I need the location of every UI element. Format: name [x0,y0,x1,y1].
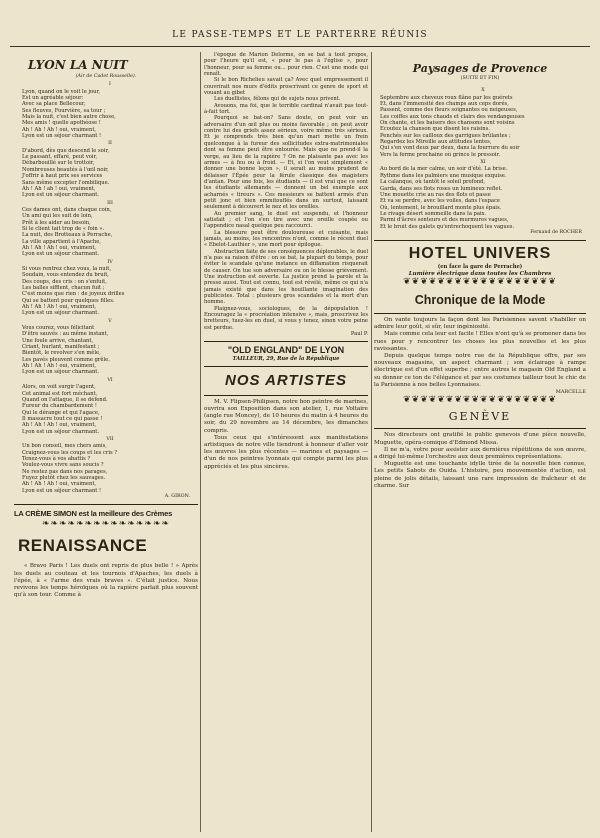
geneve-article [374,432,586,490]
divider [374,428,586,429]
verse-line: Si le client tait trop de « foin ». [22,225,105,232]
verse-line: Une mouette crie au ras des flots et passe [380,191,491,198]
hotel-subtitle: (en face la gare de Perrache) [437,264,523,271]
paragraph: Depuis quelque temps notre rue de la République offre, par ses nouveaux magasins, un aspect charmant ; son éclairage à rampe électrique est d'un effet superbe ; entre autres le magasin Old England a su donner ce ton de l'élégance et par ses costumes tailleur tout le chic de la Parisienne à nos belles Lyonnaises. [374,352,586,388]
verse-line: Au bord de la mer calme, un soir d'été. La brise. [380,166,508,173]
verse-line: Le passant, effaré, peut voir, [22,154,98,161]
verse-line: Ah ! Ah ! Ah ! oui, vraiment, [22,422,97,429]
verse-line: Un bon conseil, mes chers amis, [22,443,107,450]
verse-line: Rythme dans les palmiers une musique exquise. [380,172,507,179]
verse-line: Ne restez pas dans nos parages, [22,468,108,475]
verse-line: Si vous rentrez chez vous, la nuit, [22,265,112,272]
verse-line: Et, dans l'immensité des champs aux ceps dorés, [380,101,509,108]
paragraph: Les duellistes, félons qui de sujets nous privent. [214,96,341,103]
verse-line: Cet animal est fort méchant, [22,390,98,397]
verse-line: Alors, on voit surgir l'agent, [22,384,96,391]
ornament-row: ❦❦❦❦❦❦❦❦❦❦❦❦❦❦❦❦❦❦ [403,395,557,406]
verse-line: Sans même excepter l'ombilique. [22,179,110,186]
provence-subtitle: (SUITE ET FIN) [460,76,500,81]
hotel-title: HOTEL UNIVERS [408,245,552,263]
article-signature: Paul P. [350,331,368,338]
verse-line: Fuyez plutôt chez les sauvages. [22,474,106,481]
paragraph: M. V. Flipsen-Philipsen, notre bon peintre de marines, ouvrira son Exposition dans son atelier, 1, rue Voltaire (angle rue Moncey), de 10 heures du matin à 4 heures du soir, du 29 novembre au 14 décembre, les dimanches compris. [204,398,368,434]
verse-line: Soudain, vous entendez du bruit, [22,272,109,279]
verse-line: Mes amis ! quelle apothéose ! [22,120,101,127]
verse-line: La calanque, où tantôt le soleil profond, [380,179,486,186]
verse-line: C'est moins que rien : de joyeux drilles [22,291,125,298]
hotel-electric: Lumière électrique dans toutes les Chambres [408,270,552,277]
verse-line: Lyon, quand on le voit le jour, [22,88,101,95]
verse-line: Des coups, des cris : on s'enfuit, [22,278,107,285]
stanza-number: II [108,141,112,147]
provence-signature: Fernand de ROCHER [530,229,582,235]
mode-title: Chronique de la Mode [414,292,546,307]
verse-line: Les balles sifflent, chacun fuit ; [22,285,105,291]
verse-line: Lyon est un séjour charmant. [22,310,100,317]
artists-title: NOS ARTISTES [224,371,348,389]
ornament-row: ❧❧❧❧❧❧❧❧❧❧❧❧❧❧❧ [41,519,171,530]
divider [14,504,198,505]
verse-line: Lyon est un séjour charmant. [22,428,100,435]
verse-line: Ecoutez la chanson que disent les raisins. [380,126,490,133]
verse-line: Les coiffes aux tons chauds et clairs des vendangeuses [380,113,525,120]
verse-line: D'être sauvés : au même instant, [22,331,109,338]
stanza-number: III [107,200,113,206]
stanza-number: XI [480,160,486,166]
verse-line: Quand on l'attaque, il se défend. [22,396,108,403]
paragraph: Avouons, ma foi, que le terrible cardinal n'avait pas tout-à-fait tort. [204,102,368,116]
paragraph: Pourquoi se bat-on? Sans doute, on peut voir un adversaire d'un œil plus ou moins favorable ; on peut avoir contre lui des griefs assez sérieux, voire même très sérieux. Et je comprends très bien qu'un mari mette un frein quelconque à la fureur des sollicitudes extra-matrimoniales dont sa femme peut être entourée. Mais que ne prend-il la verge, au lieu de la rapière ? On ne plaisante pas avec les armes — à feu ou à froid. — Et, si l'on veut simplement « donner une bonne leçon », il serait au moins prudent de délaisser l'Épée pour la férule classique des magisters d'antan. Pour une fois, les étudiants — il est vrai que ce sont les étudiants allemands — donnent un bel exemple aux acharnés « tireurs ». Ces messieurs se battent armés d'un petit jonc et bien emmitouflés dans un surtout, laissant seulement à découvert le nez et les oreilles. [204,115,368,211]
paragraph: Au premier sang, le duel est suspendu, et l'honneur satisfait ; et l'on s'en tire avec une oreille coupée ou l'appendice nasal quelque peu raccourci. [204,210,368,230]
renaissance-text: « Bravo Paris ! Les duels ont repris de plus belle ! » Après les duels au couteau et les tournois d'Apaches, les duels à l'épée, à « l'arme des vrais braves ». C'était justice. Nous revivons les temps héroïques où la rapière parlait plus souvent qu'à son tour. Comme à [14,563,198,599]
verse-line: Et le bruit des galets qu'entrechoquent les vagues. [380,223,515,230]
verse-line: Lyon est un séjour charmant. [22,369,100,376]
poem-title: LYON LA NUIT [28,58,128,72]
verse-line: Lyon est un séjour charmant ! [22,487,102,494]
paragraph: Abstraction faite de ses conséquences déplorables, le duel n'a pas sa raison d'être : on se bat, la plupart du temps, pour éviter le scandale qu'une instance en diffamation risquerait de causer. On tue son adversaire ou on le blesse grièvement. Une instruction est ouverte. La justice prend la parole et la presse aussi. Tout est connu, tout est révélé, même ce qui n'a jamais existé que dans les houillante imagination des publicistes. Total : plusieurs gros scandales et la mort d'un homme. [204,248,368,306]
duel-article [204,52,368,331]
mode-signature: MARCELLE [555,388,586,395]
column-right [374,52,586,832]
poem-signature: A. GIRON. [164,494,190,499]
verse-line: Craignez-vous les coups et les cris ? [22,449,118,456]
verse-line: Regardez les Mireille aux attitudes lentes, [380,139,492,146]
ad-old-england: "OLD ENGLAND" DE LYON [227,345,345,356]
paragraph: Plaignez-vous, sociologues, de la dépopulation ! Encouragez la « procréation intensive », mais, proscrivez les bretteurs, tuez-les en duel, si vous y tenez, sinon votre peine est perdue. [204,305,368,331]
verse-line: Ah ! Ah ! Ah ! oui, vraiment, [22,126,97,133]
verse-line: Ah ! Ah ! Ah ! oui, vraiment, [22,481,97,488]
verse-line: Lyon est un séjour charmant ! [22,133,102,140]
stanza-number: V [108,318,112,324]
paragraph: l'époque de Marion Delorme, on se bat à tout propos, pour l'heure qu'il est, « pour le pas à l'église », pour l'honneur, pour sa femme ou... pour rien. C'est une mode qui renaît. [204,52,368,78]
verse-line: Une foule arrive, chantant, [22,337,94,344]
verse-line: Fureur du chambardement ! [22,403,97,410]
verse-line: Où, lentement, le brouillard monte plus épais. [380,204,502,211]
stanza-number: VI [107,377,113,383]
paragraph: Mais comme cela leur est facile ! Elles n'ont qu'à se promener dans les rues pour y rencontrer les choses les plus nouvelles et les plus ravissantes. [374,331,586,352]
verse-line: D'abord, dès que descend le soir, [22,147,110,154]
verse-line: Tenez-vous à vos abattis ? [22,455,91,462]
verse-line: Qui s'en vont deux par deux, dans la fourrure du soir [380,145,520,152]
verse-line: Et va se perdre, avec les voiles, dans l'espace [380,198,500,205]
verse-line: Il massacre tout ce qui passe ! [22,415,103,422]
paragraph: Nos directeurs ont gratifié le public genevois d'une pièce nouvelle, Muguette, opéra-comique d'Edmond Missa. [374,432,586,446]
verse-line: Lyon est un séjour charmant. [22,192,100,199]
verse-line: Avec sa place Bellecour, [22,101,86,108]
divider [204,341,368,342]
divider [374,313,586,314]
verse-line: Parmi d'âcres senteurs et des murmures vagues, [380,217,509,224]
verse-line: Lyon est un séjour charmant. [22,251,100,258]
column-middle [204,52,368,832]
verse-line: Ah ! Ah ! Ah ! oui, vraiment, [22,363,97,370]
paragraph: Tous ceux qui s'intéressent aux manifestations artistiques de notre ville tiendront à honneur d'aller voir les œuvres les plus récentes — marines et paysages — d'un de nos peintres lyonnais qui compte parmi les plus appréciés et les plus sincères. [204,434,368,470]
provence-title: Paysages de Provence [412,62,548,75]
paragraph: Si le bon Richelieu savait ça? Avec quel empressement il couvrirait nos murs d'édits proscrivant ce genre de sport et vouant au gibet [204,77,368,97]
verse-line: Voulez-vous vivre sans soucis ? [22,462,104,469]
verse-line: Ces dames ont, dans chaque coin, [22,206,112,213]
verse-line: Est un agréable séjour: [22,95,84,102]
mode-article [374,317,586,389]
verse-line: On chante, et les baisers des chansons sont voisins [380,120,515,127]
header-rule [10,46,590,47]
ad-creme-simon: LA CRÈME SIMON est la meilleure des Crèmes [14,509,173,519]
verse-line: Ah ! Ah ! Ah ! oui, vraiment, [22,244,97,251]
verse-line: Prêt à les aider au besoin, [22,219,91,226]
paragraph: Il ne m'a, votre pour assister aux dernières répétitions de son œuvre, a dirigé lui-même l'orchestre aux deux premières représentations. [374,446,586,460]
stanza-number: X [481,88,485,94]
verse-line: Septembre aux cheveux roux flâne par les guérets [380,94,513,101]
verse-line: Ah ! Ah ! Ah ! oui, vraiment, [22,304,97,311]
verse-line: La nuit, des Brotteaux à Perrache, [22,232,113,239]
verse-line: Vers la ferme prochaine où grince le pressoir. [380,151,501,158]
ad-old-england-address: TAILLEUR, 29, Rue de la République [232,356,340,363]
stanza-number: VII [106,436,114,442]
artists-article [204,399,368,471]
verse-line: Bientôt, le revolver s'en mêle, [22,350,101,357]
column-divider [200,52,201,832]
verse-line: Qui le dérange et qui l'agace, [22,409,100,416]
verse-line: Un ami qui les suit de loin, [22,213,93,220]
poem-air: (Air de Cadet Rousselle). [75,74,137,79]
divider [204,395,368,396]
ornament-row: ❦❦❦❦❦❦❦❦❦❦❦❦❦❦❦❦❦❦ [403,276,557,287]
verse-line: Vous courez, vous félicitant [22,325,95,332]
paragraph: On vante toujours la façon dont les Parisiennes savent s'habiller on admire leur goût, si sûr, leur ingéniosité. [374,316,586,331]
verse-line: Mais la nuit, c'est bien autre chose, [22,114,116,121]
verse-line: Ses fleuves, Fourvière, sa tour ; [22,107,106,114]
poem-stanzas [22,82,198,494]
geneve-title: GENÈVE [448,410,512,424]
verse-line: Débarbouillé sur le trottoir, [22,160,95,167]
column-divider [371,52,372,832]
verse-line: Garda, dans ses flots roses un lumineux reflet. [380,185,503,192]
page-header: LE PASSE-TEMPS ET LE PARTERRE RÉUNIS [172,30,428,40]
verse-line: Passent, comme des fleurs soignantes ou neigeuses, [380,107,518,114]
verse-line: Penchés sur les cailloux des garrigues brûlantes ; [380,132,511,139]
verse-line: Le rivage désert sommeille dans la paix. [380,210,487,217]
column-left [14,52,198,832]
verse-line: J'offrir à haut prix ses services [22,173,103,180]
paragraph: Muguette est une touchante idylle tirée de la nouvelle bien connue, Les petits Sabots de Ouida. L'histoire, peu mouvementée d'action, est pleine de jolis détails, laissant une rare impression de fraîcheur et de charme. Sur [374,461,586,489]
verse-line: Ah ! Ah ! ah ! oui, vraiment, [22,185,96,192]
divider [204,366,368,367]
verse-line: Qui se battent pour quelques filles. [22,297,115,304]
verse-line: La ville appartient à l'Apache, [22,238,101,245]
verse-line: Criant, hurlant, manifestant ; [22,344,100,351]
paragraph: La blessure peut être douloureuse et cuisante, mais jamais, au moins, les rencontres n'ont, comme le récent duel « Ebelot-Lauthier », une mort pour épilogue. [204,229,368,249]
renaissance-title: RENAISSANCE [18,536,148,556]
provence-stanzas [380,88,586,230]
divider [374,240,586,241]
verse-line: Les pavés pleuvent comme grêle. [22,356,110,363]
stanza-number: IV [107,259,113,265]
verse-line: Nombreuses beautés à l'œil noir, [22,166,109,173]
stanza-number: I [109,82,111,88]
